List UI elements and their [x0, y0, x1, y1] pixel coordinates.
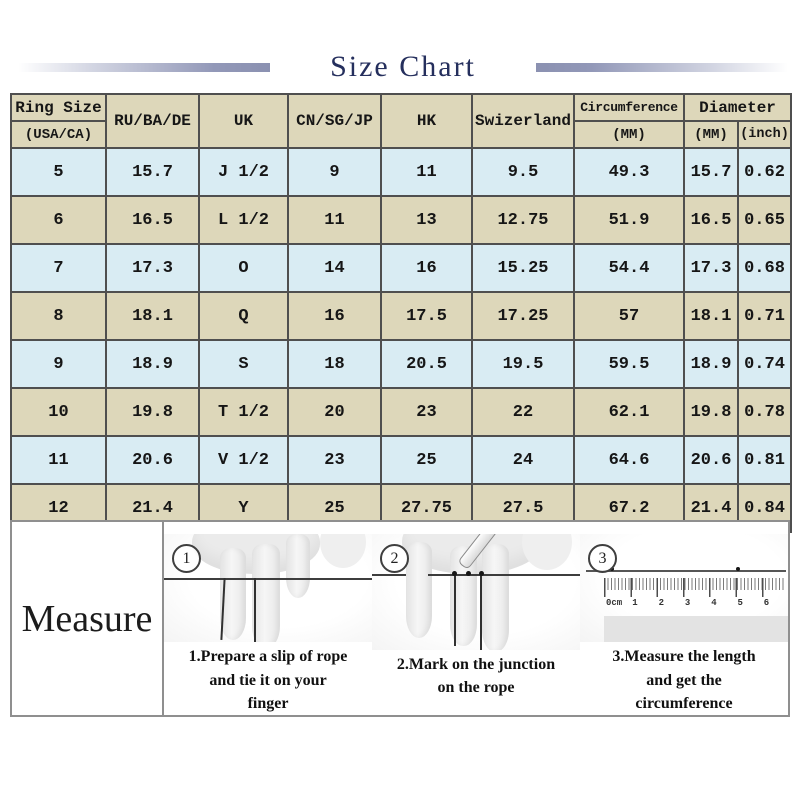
table-cell: 13 — [381, 196, 472, 244]
mark-dot — [479, 571, 484, 576]
ring-size-table — [10, 93, 792, 533]
step-2-illustration — [372, 534, 580, 650]
table-cell: 14 — [288, 244, 381, 292]
table-cell: 16 — [381, 244, 472, 292]
table-row — [11, 148, 791, 196]
caption-line: finger — [247, 694, 289, 712]
table-cell: 17.3 — [106, 244, 199, 292]
ruler-label: 4 — [711, 598, 717, 608]
rope-line — [454, 574, 456, 646]
table-cell: 27.75 — [381, 484, 472, 532]
table-cell: 51.9 — [574, 196, 684, 244]
header-uk: UK — [199, 94, 288, 148]
table-cell: 15.7 — [106, 148, 199, 196]
rope-line — [372, 574, 406, 576]
table-cell: 15.7 — [684, 148, 738, 196]
circled-number-3-icon: 3 — [588, 544, 617, 573]
table-cell: 49.3 — [574, 148, 684, 196]
mark-dot — [466, 571, 471, 576]
ruler-label: 5 — [737, 598, 743, 608]
header-circumference: Circumference — [574, 94, 684, 121]
table-cell: 17.3 — [684, 244, 738, 292]
circled-number-2-icon: 2 — [380, 544, 409, 573]
ruler-icon — [604, 578, 784, 597]
header-usa-ca: (USA/CA) — [11, 121, 106, 148]
table-cell: 9.5 — [472, 148, 574, 196]
header-diameter-inch: (inch) — [738, 121, 791, 148]
table-cell: O — [199, 244, 288, 292]
table-cell: 6 — [11, 196, 106, 244]
caption-line: 3.Measure the length — [612, 648, 756, 666]
hand-illustration — [522, 534, 572, 570]
table-cell: 16.5 — [684, 196, 738, 244]
caption-line: on the rope — [437, 679, 515, 697]
table-row — [11, 196, 791, 244]
table-cell: 8 — [11, 292, 106, 340]
table-cell: 0.68 — [738, 244, 791, 292]
table-cell: 12.75 — [472, 196, 574, 244]
table-cell: 17.5 — [381, 292, 472, 340]
measure-section — [10, 520, 790, 717]
table-row — [11, 292, 791, 340]
step-1-illustration — [164, 534, 372, 642]
table-cell: 9 — [11, 340, 106, 388]
table-cell: 5 — [11, 148, 106, 196]
ruler-label: 2 — [658, 598, 664, 608]
page-title: Size Chart — [330, 50, 476, 83]
rope-line — [428, 574, 580, 576]
header-ring-size: Ring Size — [11, 94, 106, 121]
table-cell: 11 — [288, 196, 381, 244]
table-cell: 20.6 — [684, 436, 738, 484]
decorative-bar-right — [536, 63, 788, 72]
table-cell: 11 — [381, 148, 472, 196]
ruler-label: 6 — [763, 598, 770, 608]
table-cell: Y — [199, 484, 288, 532]
table-cell: 10 — [11, 388, 106, 436]
measure-step-3 — [580, 522, 788, 715]
rope-line — [164, 578, 372, 580]
table-cell: 17.25 — [472, 292, 574, 340]
mark-dot — [736, 567, 740, 571]
table-cell: J 1/2 — [199, 148, 288, 196]
table-cell: 21.4 — [106, 484, 199, 532]
table-cell: 11 — [11, 436, 106, 484]
header-hk: HK — [381, 94, 472, 148]
table-cell: 59.5 — [574, 340, 684, 388]
table-cell: 19.8 — [684, 388, 738, 436]
table-cell: T 1/2 — [199, 388, 288, 436]
step-2-caption — [372, 653, 580, 699]
measure-step-2 — [372, 522, 580, 715]
table-cell: 0.74 — [738, 340, 791, 388]
table-cell: 21.4 — [684, 484, 738, 532]
step-1-caption — [164, 645, 372, 715]
caption-line: and get the — [646, 671, 722, 689]
table-cell: 16 — [288, 292, 381, 340]
finger-icon — [482, 544, 509, 650]
table-cell: 62.1 — [574, 388, 684, 436]
step-3-illustration — [580, 534, 788, 642]
table-cell: 18.1 — [106, 292, 199, 340]
table-cell: 20.5 — [381, 340, 472, 388]
table-row — [11, 436, 791, 484]
table-cell: 20 — [288, 388, 381, 436]
table-cell: 22 — [472, 388, 574, 436]
table-cell: 18.1 — [684, 292, 738, 340]
table-cell: 18.9 — [684, 340, 738, 388]
table-cell: 57 — [574, 292, 684, 340]
table-cell: 19.8 — [106, 388, 199, 436]
finger-icon — [286, 534, 310, 598]
header-row-1 — [11, 94, 791, 121]
table-cell: 0.78 — [738, 388, 791, 436]
table-cell: 9 — [288, 148, 381, 196]
table-cell: 0.65 — [738, 196, 791, 244]
table-cell: S — [199, 340, 288, 388]
caption-line: 2.Mark on the junction — [396, 656, 556, 673]
measure-steps — [164, 522, 788, 715]
circled-number-1-icon: 1 — [172, 544, 201, 573]
table-cell: 18.9 — [106, 340, 199, 388]
title-row — [18, 46, 788, 88]
finger-icon — [406, 542, 432, 638]
mark-dot — [452, 571, 457, 576]
table-cell: 54.4 — [574, 244, 684, 292]
decorative-bar-left — [18, 63, 270, 72]
table-cell: 64.6 — [574, 436, 684, 484]
table-cell: 0.81 — [738, 436, 791, 484]
measure-step-1 — [164, 522, 372, 715]
table-cell: 15.25 — [472, 244, 574, 292]
hand-illustration — [320, 534, 366, 568]
rope-line — [254, 578, 256, 642]
table-cell: 0.84 — [738, 484, 791, 532]
table-cell: 19.5 — [472, 340, 574, 388]
table-cell: 7 — [11, 244, 106, 292]
ruler-shadow — [604, 616, 788, 642]
table-cell: 25 — [288, 484, 381, 532]
table-cell: 23 — [381, 388, 472, 436]
table-cell: 0.71 — [738, 292, 791, 340]
measure-label: Measure — [12, 522, 164, 715]
table-cell: V 1/2 — [199, 436, 288, 484]
caption-line: and tie it on your — [209, 671, 327, 689]
header-swizerland: Swizerland — [472, 94, 574, 148]
header-cn-sg-jp: CN/SG/JP — [288, 94, 381, 148]
header-ru-ba-de: RU/BA/DE — [106, 94, 199, 148]
table-cell: 67.2 — [574, 484, 684, 532]
table-cell: 12 — [11, 484, 106, 532]
caption-line: 1.Prepare a slip of rope — [188, 648, 348, 666]
ruler-label: 0cm — [606, 598, 623, 608]
table-cell: 27.5 — [472, 484, 574, 532]
table-row — [11, 388, 791, 436]
table-cell: 20.6 — [106, 436, 199, 484]
table-cell: 18 — [288, 340, 381, 388]
header-circumference-unit: (MM) — [574, 121, 684, 148]
caption-line: circumference — [635, 694, 733, 712]
header-diameter: Diameter — [684, 94, 791, 121]
table-cell: 24 — [472, 436, 574, 484]
table-cell: 23 — [288, 436, 381, 484]
table-row — [11, 340, 791, 388]
ruler-label: 3 — [684, 598, 691, 608]
string-line — [586, 570, 786, 572]
ruler-scale — [606, 598, 784, 608]
finger-icon — [252, 544, 280, 642]
rope-line — [480, 574, 482, 650]
header-diameter-mm: (MM) — [684, 121, 738, 148]
table-cell: 25 — [381, 436, 472, 484]
step-3-caption — [580, 645, 788, 715]
table-cell: L 1/2 — [199, 196, 288, 244]
table-cell: 16.5 — [106, 196, 199, 244]
table-cell: Q — [199, 292, 288, 340]
ruler-label: 1 — [632, 598, 638, 608]
table-cell: 0.62 — [738, 148, 791, 196]
table-row — [11, 244, 791, 292]
